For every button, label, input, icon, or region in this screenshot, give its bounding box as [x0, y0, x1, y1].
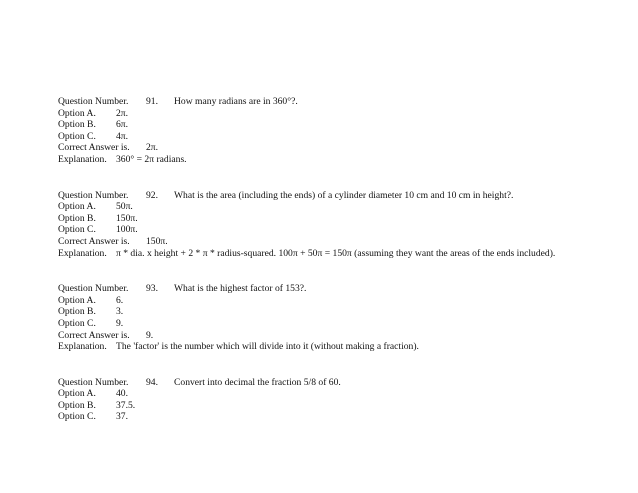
option-a [58, 108, 628, 120]
question-header [58, 96, 628, 108]
question-header [58, 283, 628, 295]
option-value: 2π. [116, 107, 129, 119]
correct-answer [58, 330, 628, 342]
option-label: Option B. [58, 306, 96, 318]
question-number: 91. [146, 96, 158, 107]
option-value: 40. [116, 388, 128, 400]
question-text: What is the highest factor of 153?. [174, 283, 307, 295]
explanation-label: Explanation. [58, 153, 107, 165]
option-value: 100π. [116, 224, 138, 236]
correct-answer-value: 2π. [146, 142, 159, 154]
option-label: Option B. [58, 212, 96, 224]
correct-answer-value: 150π. [146, 235, 168, 247]
option-c [58, 224, 628, 236]
option-value: 37.5. [116, 399, 136, 411]
option-label: Option C. [58, 130, 96, 142]
correct-answer-value: 9. [146, 329, 154, 341]
explanation-text: 360° = 2π radians. [116, 153, 187, 165]
question-text: How many radians are in 360°?. [174, 96, 298, 107]
option-label: Option B. [58, 399, 96, 411]
question-header [58, 377, 628, 389]
question-text: Convert into decimal the fraction 5/8 of 60. [174, 376, 341, 388]
question-number-label: Question Number. [58, 96, 129, 107]
question-block [58, 190, 628, 260]
explanation-text: π * dia. x height + 2 * π * radius-squared. 100π + 50π = 150π (assuming they want the areas of the ends included). [116, 247, 556, 259]
option-b [58, 400, 628, 412]
option-label: Option A. [58, 388, 96, 400]
explanation [58, 341, 628, 353]
option-c [58, 131, 628, 143]
explanation-text: The 'factor' is the number which will divide into it (without making a fraction). [116, 341, 419, 353]
question-number: 92. [146, 189, 158, 201]
question-block [58, 377, 628, 423]
question-header [58, 190, 628, 202]
option-value: 6. [116, 294, 124, 306]
correct-answer-label: Correct Answer is. [58, 329, 130, 341]
question-number-label: Question Number. [58, 376, 129, 388]
option-label: Option B. [58, 119, 96, 131]
question-text: What is the area (including the ends) of a cylinder diameter 10 cm and 10 cm in height?. [174, 189, 514, 201]
option-label: Option A. [58, 107, 96, 119]
question-number: 93. [146, 283, 158, 295]
correct-answer [58, 142, 628, 154]
option-c [58, 411, 628, 423]
option-value: 4π. [116, 130, 129, 142]
question-number-label: Question Number. [58, 189, 129, 201]
explanation-label: Explanation. [58, 247, 107, 259]
option-label: Option C. [58, 317, 96, 329]
question-document [58, 96, 628, 447]
option-b [58, 119, 628, 131]
question-block [58, 283, 628, 353]
option-label: Option A. [58, 201, 96, 213]
option-value: 50π. [116, 201, 133, 213]
option-a [58, 295, 628, 307]
question-number: 94. [146, 376, 158, 388]
option-label: Option C. [58, 224, 96, 236]
option-a [58, 201, 628, 213]
correct-answer-label: Correct Answer is. [58, 142, 130, 154]
option-b [58, 306, 628, 318]
question-number-label: Question Number. [58, 283, 129, 295]
option-c [58, 318, 628, 330]
option-value: 3. [116, 306, 124, 318]
question-block [58, 96, 628, 166]
explanation [58, 154, 628, 166]
option-a [58, 388, 628, 400]
option-value: 9. [116, 317, 124, 329]
correct-answer-label: Correct Answer is. [58, 235, 130, 247]
option-value: 6π. [116, 119, 129, 131]
option-label: Option A. [58, 294, 96, 306]
explanation [58, 248, 628, 260]
option-value: 37. [116, 411, 128, 423]
option-value: 150π. [116, 212, 138, 224]
explanation-label: Explanation. [58, 341, 107, 353]
option-label: Option C. [58, 411, 96, 423]
option-b [58, 213, 628, 225]
correct-answer [58, 236, 628, 248]
